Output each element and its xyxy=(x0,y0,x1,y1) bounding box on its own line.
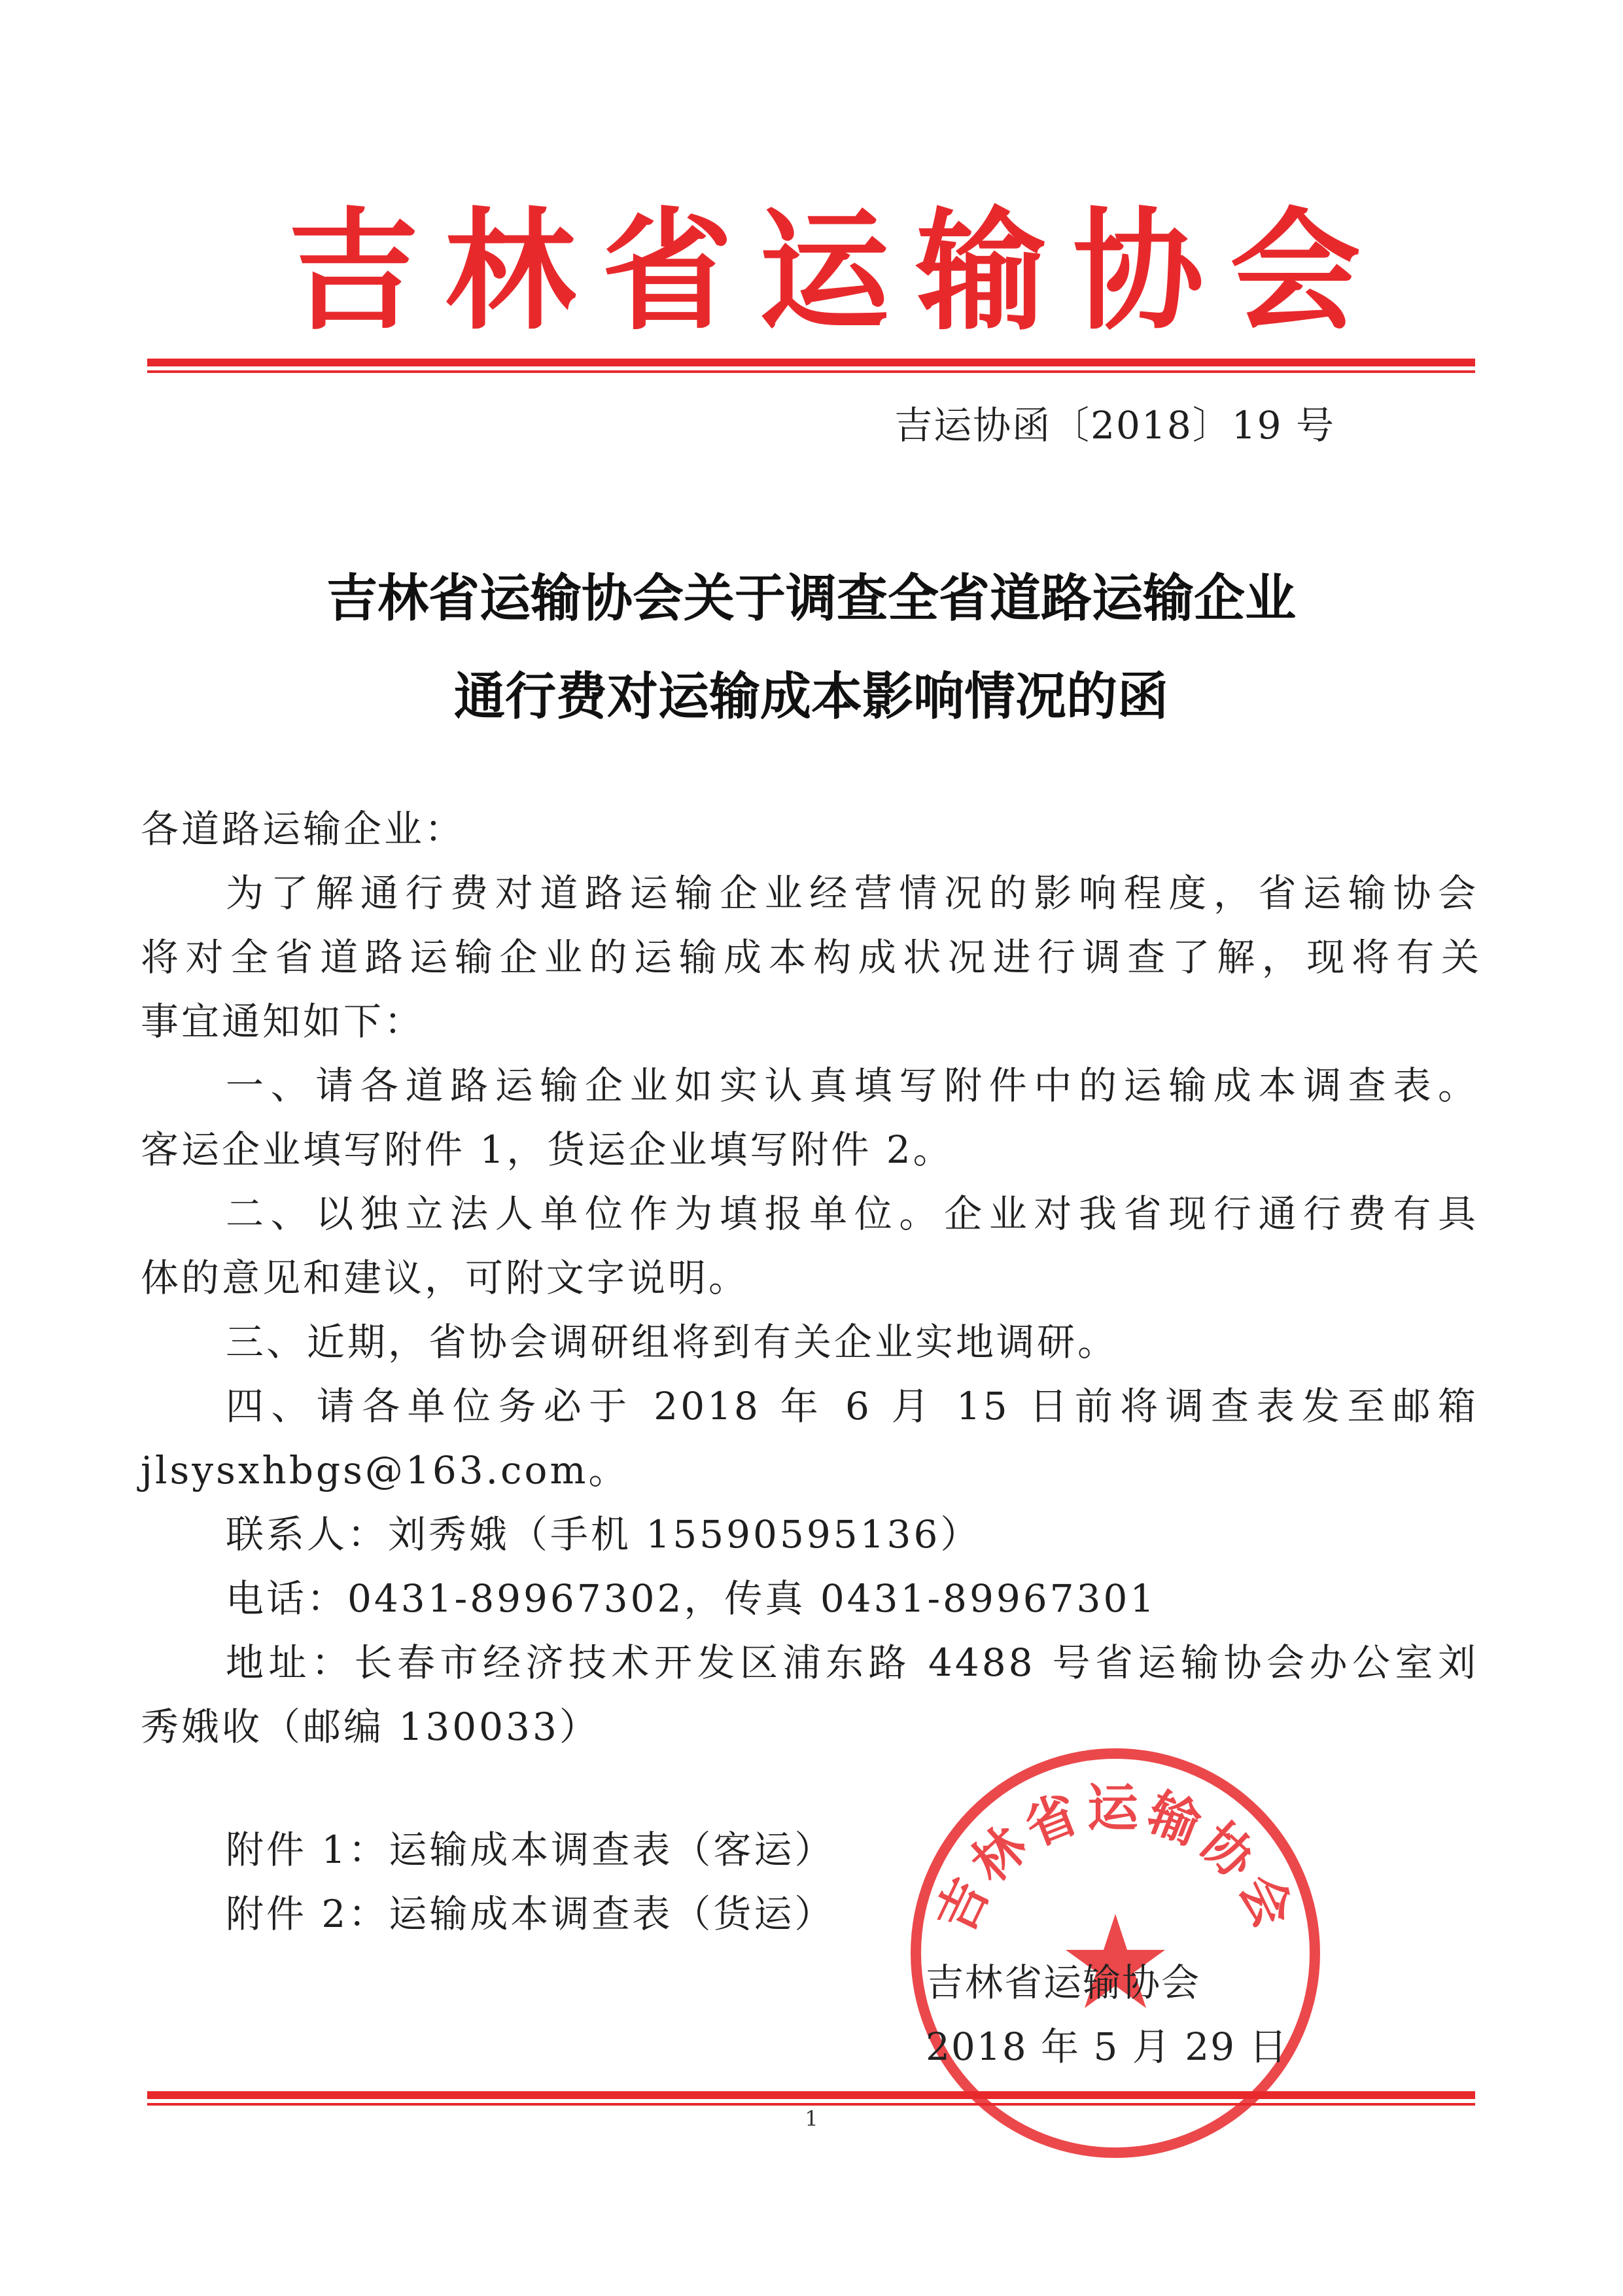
attachment-2: 附件 2：运输成本调查表（货运） xyxy=(226,1892,835,1936)
salutation: 各道路运输企业： xyxy=(141,807,466,851)
item-2-line-2: 体的意见和建议，可附文字说明。 xyxy=(141,1256,750,1300)
letterhead-rule-thick xyxy=(147,359,1475,366)
intro-line-2: 将对全省道路运输企业的运输成本构成状况进行调查了解，现将有关 xyxy=(141,935,1482,980)
intro-line-1: 为了解通行费对道路运输企业经营情况的影响程度，省运输协会 xyxy=(226,871,1478,915)
email-address: jlsysxhbgs@163.com。 xyxy=(141,1448,629,1492)
seal-text: 吉林省运输协会 xyxy=(926,1778,1305,1942)
signature-org: 吉林省运输协会 xyxy=(926,1960,1201,2005)
item-4-line-1: 四、请各单位务必于 2018 年 6 月 15 日前将调查表发至邮箱 xyxy=(226,1384,1478,1428)
address-line-1: 地址：长春市经济技术开发区浦东路 4488 号省运输协会办公室刘 xyxy=(226,1640,1478,1685)
phone-fax: 电话：0431-89967302，传真 0431-89967301 xyxy=(226,1576,1157,1621)
footer-rule-thick xyxy=(147,2091,1475,2099)
item-2-line-1: 二、以独立法人单位作为填报单位。企业对我省现行通行费有具 xyxy=(226,1192,1478,1236)
item-3: 三、近期，省协会调研组将到有关企业实地调研。 xyxy=(226,1320,1119,1364)
contact-person: 联系人：刘秀娥（手机 15590595136） xyxy=(226,1512,981,1557)
letterhead-org-name: 吉林省运输协会 xyxy=(288,194,1387,348)
intro-line-3: 事宜通知如下： xyxy=(141,999,425,1044)
item-1-line-1: 一、请各道路运输企业如实认真填写附件中的运输成本调查表。 xyxy=(226,1063,1478,1108)
letterhead-rule-thin xyxy=(147,370,1475,373)
document-title-line-2: 通行费对运输成本影响情况的函 xyxy=(453,667,1168,726)
document-number: 吉运协函〔2018〕19 号 xyxy=(894,403,1335,448)
attachment-1: 附件 1：运输成本调查表（客运） xyxy=(226,1828,835,1872)
document-title-line-1: 吉林省运输协会关于调查全省道路运输企业 xyxy=(326,569,1296,628)
page-number: 1 xyxy=(805,2106,818,2131)
address-line-2: 秀娥收（邮编 130033） xyxy=(141,1704,600,1749)
signature-date: 2018 年 5 月 29 日 xyxy=(926,2024,1289,2069)
item-1-line-2: 客运企业填写附件 1，货运企业填写附件 2。 xyxy=(141,1127,954,1172)
